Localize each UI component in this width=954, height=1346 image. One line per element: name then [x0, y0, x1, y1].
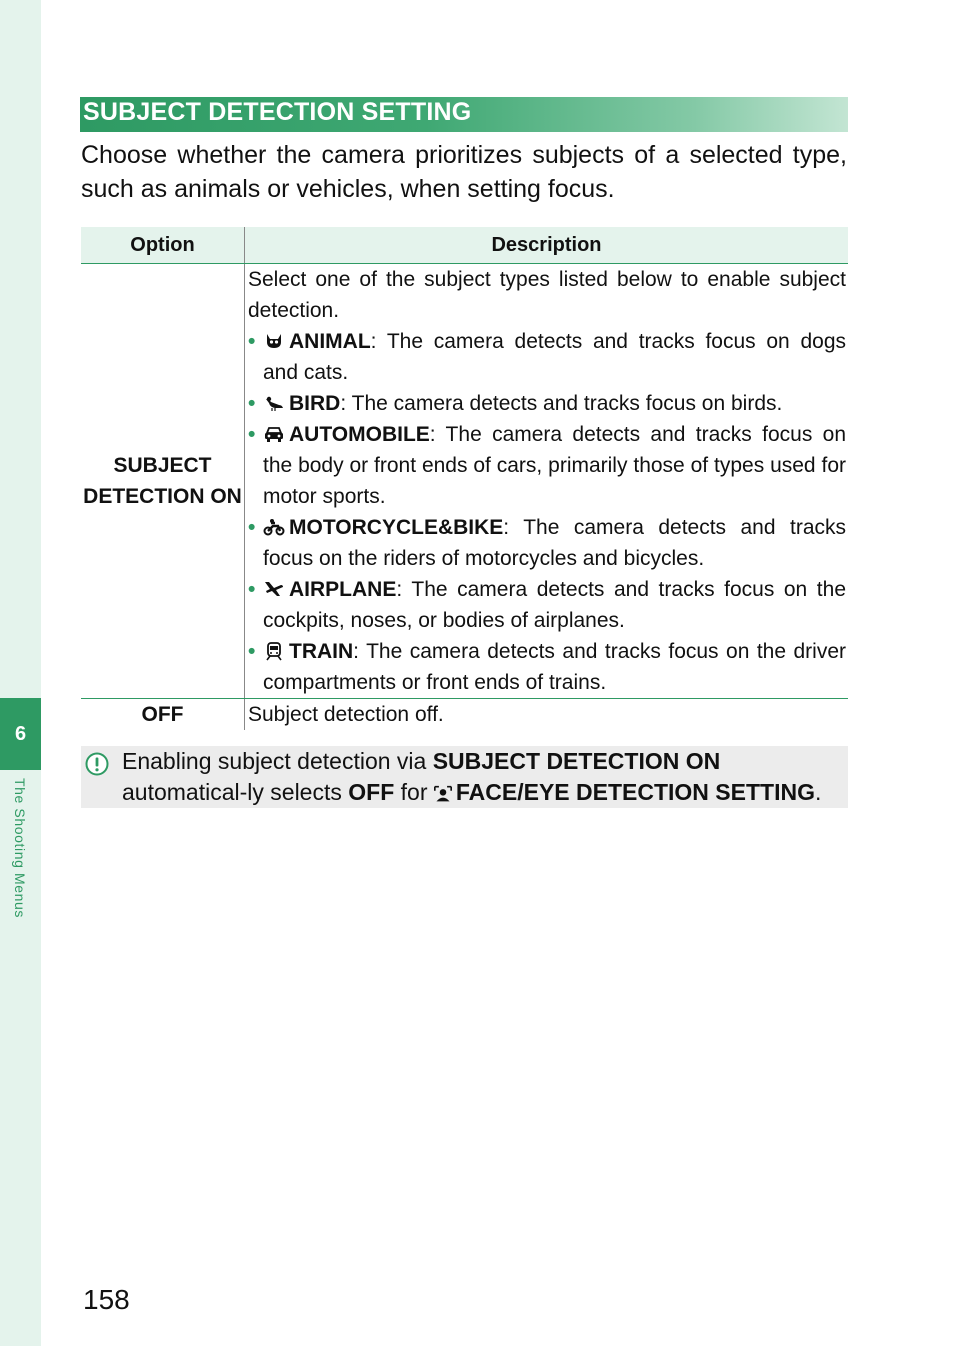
chapter-number: 6 — [14, 722, 27, 745]
option-label: OFF — [141, 703, 184, 726]
list-item — [248, 636, 846, 698]
item-label: AUTOMOBILE — [289, 423, 430, 446]
description-text: Subject detection off. — [248, 703, 444, 726]
item-label: AIRPLANE — [289, 578, 397, 601]
note-part1: Enabling subject detection via — [122, 748, 433, 774]
chapter-strip — [0, 0, 41, 1346]
item-text: : The camera detects and tracks focus on the body or front ends of cars, primarily those of types used for motor sports. — [263, 423, 846, 508]
description-text: Select one of the subject types listed below to enable subject detection. — [248, 268, 846, 322]
table-header-row — [81, 227, 848, 264]
column-header-option: Option — [81, 227, 245, 264]
option-label-line2: DETECTION ON — [83, 485, 242, 508]
item-text: : The camera detects and tracks focus on the riders of motorcycles and bicycles. — [263, 516, 846, 570]
note-bold1: SUBJECT DETECTION ON — [432, 748, 721, 774]
item-label: TRAIN — [289, 640, 354, 663]
chapter-label-wrap — [12, 778, 38, 978]
note-bold3: FACE/EYE DETECTION SETTING — [455, 779, 815, 805]
item-text: : The camera detects and tracks focus on dogs and cats. — [263, 330, 846, 384]
caution-note — [81, 746, 848, 808]
item-label: ANIMAL — [289, 330, 371, 353]
options-table — [81, 227, 848, 730]
chapter-label: The Shooting Menus — [12, 778, 28, 918]
item-label: BIRD — [289, 392, 341, 415]
motorcycle-icon — [263, 515, 285, 535]
note-text — [122, 746, 844, 808]
caution-icon — [85, 752, 109, 776]
table-row — [81, 264, 848, 699]
bird-icon — [263, 391, 285, 411]
train-icon — [263, 639, 285, 659]
list-item — [248, 326, 846, 388]
option-cell — [81, 264, 245, 699]
note-part2: automatical-ly selects — [122, 779, 349, 805]
automobile-icon — [263, 422, 285, 442]
list-item — [248, 388, 846, 419]
item-text: : The camera detects and tracks focus on the driver compartments or front ends of trains. — [263, 640, 846, 694]
description-cell — [245, 699, 849, 731]
description-cell — [245, 264, 849, 699]
section-title: SUBJECT DETECTION SETTING — [83, 98, 472, 126]
chapter-number-tab — [0, 698, 41, 770]
item-text: : The camera detects and tracks focus on birds. — [340, 392, 783, 415]
table-row — [81, 699, 848, 731]
animal-icon — [263, 329, 285, 349]
note-part3: for — [394, 779, 434, 805]
column-header-description: Description — [245, 227, 849, 264]
note-part4: . — [814, 779, 822, 805]
intro-paragraph: Choose whether the camera prioritizes subjects of a selected type, such as animals or vehicles, when setting focus. — [81, 141, 847, 203]
option-label-line1: SUBJECT — [113, 454, 212, 477]
section-header-bar — [80, 97, 848, 132]
note-bold2: OFF — [348, 779, 395, 805]
option-cell — [81, 699, 245, 731]
list-item — [248, 574, 846, 636]
page-number: 158 — [83, 1284, 130, 1315]
subject-type-list — [248, 326, 846, 698]
list-item — [248, 419, 846, 512]
airplane-icon — [263, 577, 285, 597]
list-item — [248, 512, 846, 574]
item-label: MOTORCYCLE&BIKE — [289, 516, 504, 539]
item-text: : The camera detects and tracks focus on the cockpits, noses, or bodies of airplanes. — [263, 578, 846, 632]
face-detection-icon — [434, 780, 452, 800]
